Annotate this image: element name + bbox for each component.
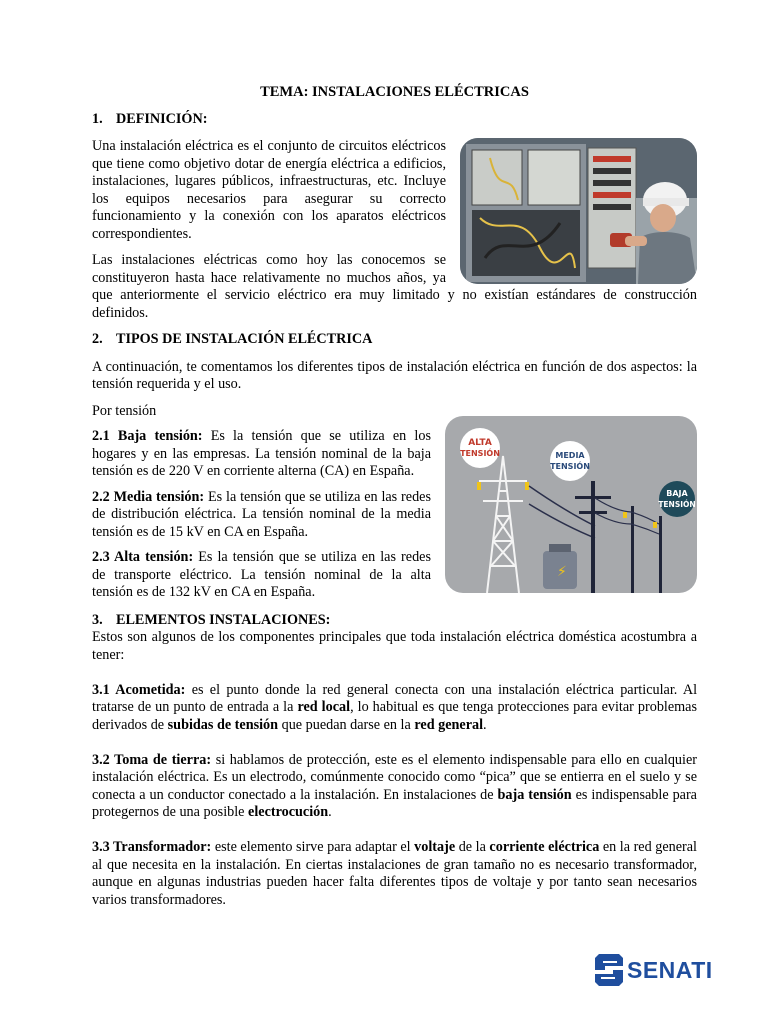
alta-tension-text: Es la tensión que se utiliza en las redes de transporte eléctrico. La tensión nominal de la alta tensión es de 132 kV en CA en España. [92, 549, 431, 600]
document-title: TEMA: INSTALACIONES ELÉCTRICAS [260, 84, 529, 100]
senati-logo-icon [593, 952, 625, 988]
acometida-text-2: , lo habitual es que tenga protecciones para evitar problemas derivados de [92, 699, 698, 733]
transformador-label: 3.3 Transformador: [92, 839, 212, 855]
section-heading-definicion [92, 111, 697, 129]
paragraph-definicion-2: Las instalaciones eléctricas como hoy las conocemos se constituyeron hasta hace relativamente no muchos años, ya que anteriormente el servicio eléctrico era muy limitado y no existían estándares de construcción definidos. [92, 252, 697, 321]
section-number: 1. [92, 110, 103, 127]
voltage-towers-graphic [445, 416, 697, 593]
baja-tension-label: 2.1 Baja tensión: [92, 428, 203, 444]
acometida-bold-2: subidas de tensión [167, 716, 279, 733]
section-heading-elementos [92, 612, 697, 630]
electrician-illustration [460, 138, 697, 284]
paragraph-toma-tierra [92, 752, 697, 822]
subheading-por-tension: Por tensión [92, 402, 157, 419]
section-number: 2. [92, 331, 103, 347]
toma-tierra-text-2: es indispensable para protegernos de una posible [92, 786, 697, 820]
acometida-label: 3.1 Acometida: [92, 681, 186, 698]
transformador-text-2: de la [455, 839, 490, 855]
transformador-text-1: este elemento sirve para adaptar el [211, 839, 415, 855]
senati-logo-text: SENATI [627, 957, 713, 983]
toma-tierra-bold-2: electrocución [248, 804, 329, 820]
svg-text:⚡: ⚡ [557, 564, 567, 580]
acometida-text-4: . [483, 716, 487, 733]
section-title: DEFINICIÓN: [116, 110, 208, 127]
paragraph-acometida [92, 682, 697, 735]
acometida-text-3: que puedan darse en la [278, 716, 415, 733]
acometida-bold-3: red general [414, 716, 484, 733]
senati-logo [593, 952, 713, 988]
paragraph-definicion-1: Una instalación eléctrica es el conjunto de circuitos eléctricos que tiene como objetivo dotar de energía eléctrica a edificios, instalaciones, lugares públicos, infraestructuras, etc. Incluye los equipos necesarios para asegurar su correcto funcionamiento y la conexión con los aparatos eléctricos correspondientes. [92, 138, 446, 242]
baja-label-line1: BAJA [666, 489, 688, 498]
media-label-line2: TENSIÓN [550, 462, 590, 471]
toma-tierra-text-1: si hablamos de protección, este es el elemento indispensable para ello en cualquier instalación eléctrica. Es un electrodo, comúnmente conocido como “pica” que se entierra en el suelo y se conecta a un conductor conectado a la instalación. En instalaciones de [92, 751, 697, 803]
media-tension-text: Es la tensión que se utiliza en las redes de distribución eléctrica. La tensión nominal de la media tensión es de 15 kV en CA en España. [92, 488, 431, 540]
voltage-levels-illustration [445, 416, 697, 593]
media-tension-label: 2.2 Media tensión: [92, 488, 205, 505]
alta-label-line2: TENSIÓN [460, 449, 500, 458]
transformador-bold-1: voltaje [414, 839, 456, 855]
toma-tierra-label: 3.2 Toma de tierra: [92, 751, 212, 768]
section-title: TIPOS DE INSTALACIÓN ELÉCTRICA [116, 331, 373, 347]
media-label-line1: MEDIA [555, 451, 585, 460]
electrician-photo [460, 138, 697, 284]
alta-tension-label: 2.3 Alta tensión: [92, 549, 194, 565]
section-number: 3. [92, 611, 103, 628]
baja-label-line2: TENSIÓN [658, 500, 696, 509]
paragraph-transformador [92, 839, 697, 909]
paragraph-tipos-intro: A continuación, te comentamos los diferentes tipos de instalación eléctrica en función de dos aspectos: la tensión requerida y el uso. [92, 358, 697, 392]
acometida-bold-1: red local [297, 699, 351, 715]
transformador-text-3: en la red general al que necesita en la instalación. En ciertas instalaciones de gran tamaño no es necesario transformador, aunque en algunas industrias pueden hacer falta diferentes tipos de voltaje y por tanto sean necesarios varios transformadores. [92, 839, 697, 908]
document-page [92, 84, 697, 909]
section-title: ELEMENTOS INSTALACIONES: [116, 611, 331, 628]
acometida-text-1: es el punto donde la red general conecta con una instalación eléctrica particular. Al tratarse de un punto de entrada a la [92, 681, 698, 715]
toma-tierra-bold-1: baja tensión [497, 786, 572, 803]
toma-tierra-text-3: . [328, 804, 332, 820]
transformador-bold-2: corriente eléctrica [489, 839, 600, 855]
paragraph-elementos-intro: Estos son algunos de los componentes principales que toda instalación eléctrica doméstica acostumbra a tener: [92, 629, 697, 663]
baja-tension-text: Es la tensión que se utiliza en los hogares y en las empresas. La tensión nominal de la baja tensión es de 220 V en corriente alterna (CA) en España. [92, 428, 431, 479]
alta-label-line1: ALTA [468, 438, 492, 448]
section-heading-tipos [92, 331, 697, 349]
